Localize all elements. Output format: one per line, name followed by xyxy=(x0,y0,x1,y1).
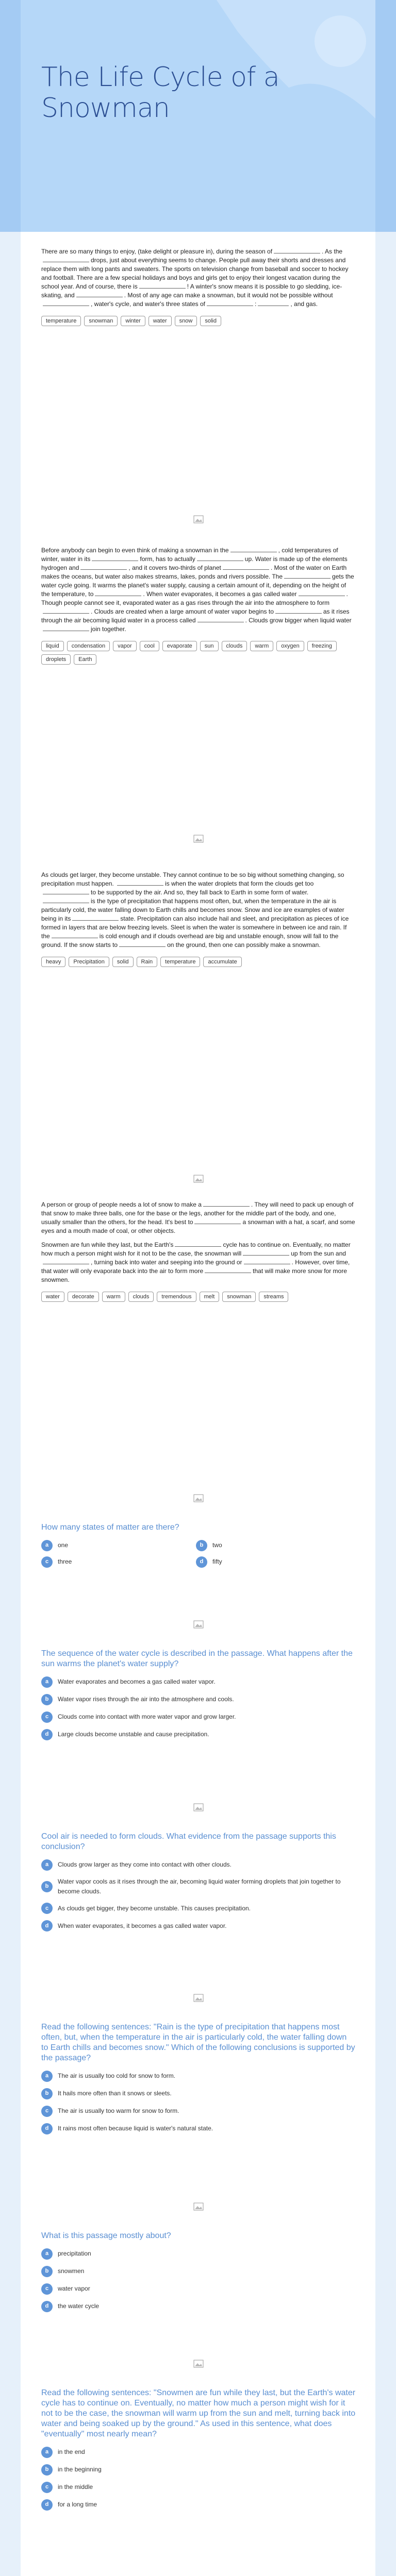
word-bank xyxy=(41,957,356,967)
word-chip[interactable]: oxygen xyxy=(276,641,304,651)
answer-choice-b[interactable]: b Water vapor cools as it rises through the air, becoming liquid water forming droplets that join together to become clouds. xyxy=(41,1877,356,1896)
passage-section-2 xyxy=(41,546,356,665)
answer-choice-c[interactable]: c The air is usually too warm for snow to form. xyxy=(41,2106,356,2117)
word-bank xyxy=(41,641,356,665)
blank-field[interactable] xyxy=(197,555,243,561)
answer-choice-b[interactable]: b in the beginning xyxy=(41,2464,356,2476)
blank-field[interactable] xyxy=(43,607,89,614)
word-chip[interactable]: tremendous xyxy=(157,1292,196,1302)
question-3 xyxy=(41,1832,356,1938)
question-1 xyxy=(41,1522,356,1568)
answer-choice-a[interactable]: a Clouds grow larger as they come into contact with other clouds. xyxy=(41,1859,356,1871)
answer-choice-c[interactable]: c three xyxy=(41,1556,191,1568)
question-6 xyxy=(41,2388,356,2517)
word-bank xyxy=(41,316,356,326)
word-chip[interactable]: solid xyxy=(200,316,221,326)
image-icon xyxy=(193,835,204,843)
blank-field[interactable] xyxy=(274,247,320,253)
image-placeholder xyxy=(41,1620,356,1629)
blank-field[interactable] xyxy=(43,256,89,262)
word-chip[interactable]: temperature xyxy=(41,316,81,326)
blank-field[interactable] xyxy=(117,879,163,886)
answer-choices xyxy=(41,2248,356,2312)
image-placeholder xyxy=(41,1994,356,2002)
blank-field[interactable] xyxy=(175,1241,221,1247)
word-chip[interactable]: heavy xyxy=(41,957,65,967)
blank-field[interactable] xyxy=(119,941,166,947)
blank-field[interactable] xyxy=(197,616,244,622)
blank-field[interactable] xyxy=(72,914,119,921)
answer-choices xyxy=(41,1859,356,1931)
image-placeholder xyxy=(41,2360,356,2368)
image-icon xyxy=(193,1175,204,1183)
passage-paragraph: Snowmen are fun while they last, but the Earth's cycle has to continue on. Eventually, no matter how much a person might wish for it not to be the case, the snowman will up from the sun and, turning back into water and seeping into the ground or . However, over time, that water will only evaporate back into the air to form more that will make more snow for more snowmen. xyxy=(41,1241,351,1283)
image-icon xyxy=(193,1994,204,2002)
passage-section-1 xyxy=(41,247,356,326)
image-placeholder xyxy=(41,1494,356,1502)
blank-field[interactable] xyxy=(43,300,89,306)
question-text: Cool air is needed to form clouds. What evidence from the passage supports this conclusion? xyxy=(41,1832,336,1851)
word-chip[interactable]: cool xyxy=(140,641,159,651)
blank-field[interactable] xyxy=(43,1258,89,1264)
word-chip[interactable]: accumulate xyxy=(203,957,241,967)
word-chip[interactable]: liquid xyxy=(41,641,64,651)
answer-choice-c[interactable]: c in the middle xyxy=(41,2482,356,2493)
word-chip[interactable]: condensation xyxy=(67,641,110,651)
answer-choice-c[interactable]: c water vapor xyxy=(41,2283,356,2295)
answer-choice-d[interactable]: d When water evaporates, it becomes a gas called water vapor. xyxy=(41,1920,356,1931)
word-bank xyxy=(41,1292,356,1302)
blank-field[interactable] xyxy=(43,897,89,903)
word-chip[interactable]: clouds xyxy=(222,641,248,651)
image-placeholder xyxy=(41,835,356,843)
image-placeholder xyxy=(41,1175,356,1183)
word-chip[interactable]: water xyxy=(41,1292,64,1302)
question-text: Read the following sentences: "Snowmen are fun while they last, but the Earth's water cycle has to continue on. Eventually, no matter how much a person might wish for it not to be the case, the snowman will warm up from the sun and melt, turning back into water and being soaked up by the ground." As used in this sentence, what does "eventually" most nearly mean? xyxy=(41,2388,356,2438)
word-chip[interactable]: snowman xyxy=(84,316,118,326)
blank-field[interactable] xyxy=(43,625,89,631)
blank-field[interactable] xyxy=(80,564,127,570)
blank-field[interactable] xyxy=(299,590,345,596)
blank-field[interactable] xyxy=(52,932,98,938)
question-text: The sequence of the water cycle is described in the passage. What happens after the sun warms the planet's water supply? xyxy=(41,1649,353,1668)
word-chip[interactable]: temperature xyxy=(160,957,200,967)
answer-choice-b[interactable]: b Water vapor rises through the air into the atmosphere and cools. xyxy=(41,1694,356,1705)
word-chip[interactable]: clouds xyxy=(128,1292,154,1302)
answer-choice-d[interactable]: d fifty xyxy=(196,1556,345,1568)
answer-choice-d[interactable]: d Large clouds become unstable and cause precipitation. xyxy=(41,1729,356,1740)
blank-field[interactable] xyxy=(230,546,277,552)
page-title: The Life Cycle of a Snowman xyxy=(41,62,279,124)
answer-choice-d[interactable]: d for a long time xyxy=(41,2499,356,2511)
question-5 xyxy=(41,2231,356,2318)
passage-paragraph: There are so many things to enjoy, (take delight or pleasure in), during the season of . As thedrops, just about everything seems to change. People pull away their shorts and dresses and replace them with long pants and sweaters. The sports on television change from baseball and soccer to hockey and football. There are a few special holidays and boys and girls get to enjoy their longest vacation during the school year. And of course, there is ! A winter's snow means it is possible to go sledding, ice-skating, and . Most of any age can make a snowman, but it would not be possible without, water's cycle, and water's three states of : , and gas. xyxy=(41,248,349,308)
answer-choices xyxy=(41,1540,356,1568)
word-chip[interactable]: decorate xyxy=(68,1292,99,1302)
header-banner xyxy=(21,0,375,232)
answer-choice-a[interactable]: a one xyxy=(41,1540,191,1551)
question-2 xyxy=(41,1649,356,1747)
blank-field[interactable] xyxy=(76,291,123,297)
word-chip[interactable]: evaporate xyxy=(162,641,197,651)
answer-choice-c[interactable]: c As clouds get bigger, they become unstable. This causes precipitation. xyxy=(41,1903,356,1914)
word-chip[interactable]: melt xyxy=(200,1292,220,1302)
word-chip[interactable]: warm xyxy=(250,641,273,651)
word-chip[interactable]: freezing xyxy=(307,641,337,651)
blank-field[interactable] xyxy=(258,300,289,306)
word-chip[interactable]: winter xyxy=(121,316,145,326)
answer-choice-d[interactable]: d the water cycle xyxy=(41,2301,356,2312)
question-text: How many states of matter are there? xyxy=(41,1523,179,1532)
image-icon xyxy=(193,1494,204,1502)
blank-field[interactable] xyxy=(139,282,186,289)
word-chip[interactable]: vapor xyxy=(113,641,137,651)
image-placeholder xyxy=(41,1803,356,1811)
image-placeholder xyxy=(41,515,356,523)
passage-section-4 xyxy=(41,1200,356,1302)
word-chip[interactable]: Earth xyxy=(74,654,96,665)
word-chip[interactable]: warm xyxy=(102,1292,125,1302)
blank-field[interactable] xyxy=(275,607,322,614)
blank-field[interactable] xyxy=(284,572,331,579)
word-chip[interactable]: snow xyxy=(175,316,197,326)
passage-paragraph: Before anybody can begin to even think of making a snowman in the , cold temperatures of winter, water in its form, has to actually up. Water is made up of the elements hydrogen and , and it covers two-thirds of planet . Most of the water on Earth makes the oceans, but water also makes streams, lakes, ponds and rivers possible. The gets the water cycle going. It warms the planet's water supply, causing a certain amount of it, depending on the height of the temperature, to . When water evaporates, it becomes a gas called water . Though people cannot see it, evaporated water as a gas rises through the air into the atmosphere to form. Clouds are created when a large amount of water vapor begins to as it rises through the air becoming liquid water in a process called . Clouds grow bigger when liquid waterjoin together. xyxy=(41,547,354,633)
word-chip[interactable]: snowman xyxy=(222,1292,256,1302)
blank-field[interactable] xyxy=(92,555,138,561)
image-icon xyxy=(193,2202,204,2211)
passage-paragraph: A person or group of people needs a lot of snow to make a . They will need to pack up enough of that snow to make three balls, one for the base or the legs, another for the middle part of the body, and one, usually smaller than the others, for the head. It's best to a snowman with a hat, a scarf, and some eyes and a mouth made of coal, or other objects. xyxy=(41,1201,355,1234)
image-placeholder xyxy=(41,2202,356,2211)
blank-field[interactable] xyxy=(244,1258,290,1264)
answer-choices xyxy=(41,2071,356,2134)
word-chip[interactable]: water xyxy=(148,316,172,326)
blank-field[interactable] xyxy=(43,888,89,894)
answer-choice-c[interactable]: c Clouds come into contact with more water vapor and grow larger. xyxy=(41,1711,356,1723)
word-chip[interactable]: solid xyxy=(112,957,134,967)
blank-field[interactable] xyxy=(243,1249,289,1256)
answer-choice-b[interactable]: b snowmen xyxy=(41,2266,356,2277)
blank-field[interactable] xyxy=(203,1200,250,1207)
answer-choice-a[interactable]: a Water evaporates and becomes a gas called water vapor. xyxy=(41,1676,356,1688)
answer-choices xyxy=(41,1676,356,1740)
blank-field[interactable] xyxy=(207,300,253,306)
image-icon xyxy=(193,1803,204,1811)
question-text: Read the following sentences: "Rain is the type of precipitation that happens most often, but, when the temperature in the air is particularly cold, the water falling down to Earth chills and becomes snow." Which of the following conclusions is supported by the passage? xyxy=(41,2023,355,2062)
image-icon xyxy=(193,515,204,523)
answer-choice-d[interactable]: d It rains most often because liquid is water's natural state. xyxy=(41,2123,356,2134)
passage-section-3 xyxy=(41,871,356,967)
answer-choice-a[interactable]: a in the end xyxy=(41,2447,356,2458)
answer-choice-a[interactable]: a The air is usually too cold for snow to form. xyxy=(41,2071,356,2082)
word-chip[interactable]: Precipitation xyxy=(69,957,109,967)
passage-paragraph: As clouds get larger, they become unstable. They cannot continue to be so big without something changing, so precipitation must happen. is when the water droplets that form the clouds get tooto be supported by the air. And so, they fall back to Earth in some form of water.is the type of precipitation that happens most often, but, when the temperature in the air is particularly cold, the water falling down to Earth chills and becomes snow. Snow and ice are examples of water being in its state. Precipitation can also include hail and sleet, and precipitation as pieces of ice formed in layers that are below freezing levels. Sleet is when the water is somewhere in between ice and rain. If the is cold enough and if clouds overhead are big and unstable enough, snow will fall to the ground. If the snow starts to on the ground, then one can possibly make a snowman. xyxy=(41,871,349,948)
word-chip[interactable]: streams xyxy=(259,1292,288,1302)
blank-field[interactable] xyxy=(205,1267,251,1273)
worksheet-page xyxy=(21,0,375,2576)
blank-field[interactable] xyxy=(194,1218,241,1224)
blank-field[interactable] xyxy=(223,564,269,570)
question-text: What is this passage mostly about? xyxy=(41,2231,171,2240)
question-4 xyxy=(41,2022,356,2141)
blank-field[interactable] xyxy=(95,590,141,596)
image-icon xyxy=(193,2360,204,2368)
word-chip[interactable]: droplets xyxy=(41,654,71,665)
answer-choice-b[interactable]: b It hails more often than it snows or sleets. xyxy=(41,2088,356,2099)
image-icon xyxy=(193,1620,204,1629)
answer-choices xyxy=(41,2447,356,2511)
word-chip[interactable]: Rain xyxy=(137,957,158,967)
answer-choice-a[interactable]: a precipitation xyxy=(41,2248,356,2260)
word-chip[interactable]: sun xyxy=(200,641,219,651)
answer-choice-b[interactable]: b two xyxy=(196,1540,345,1551)
